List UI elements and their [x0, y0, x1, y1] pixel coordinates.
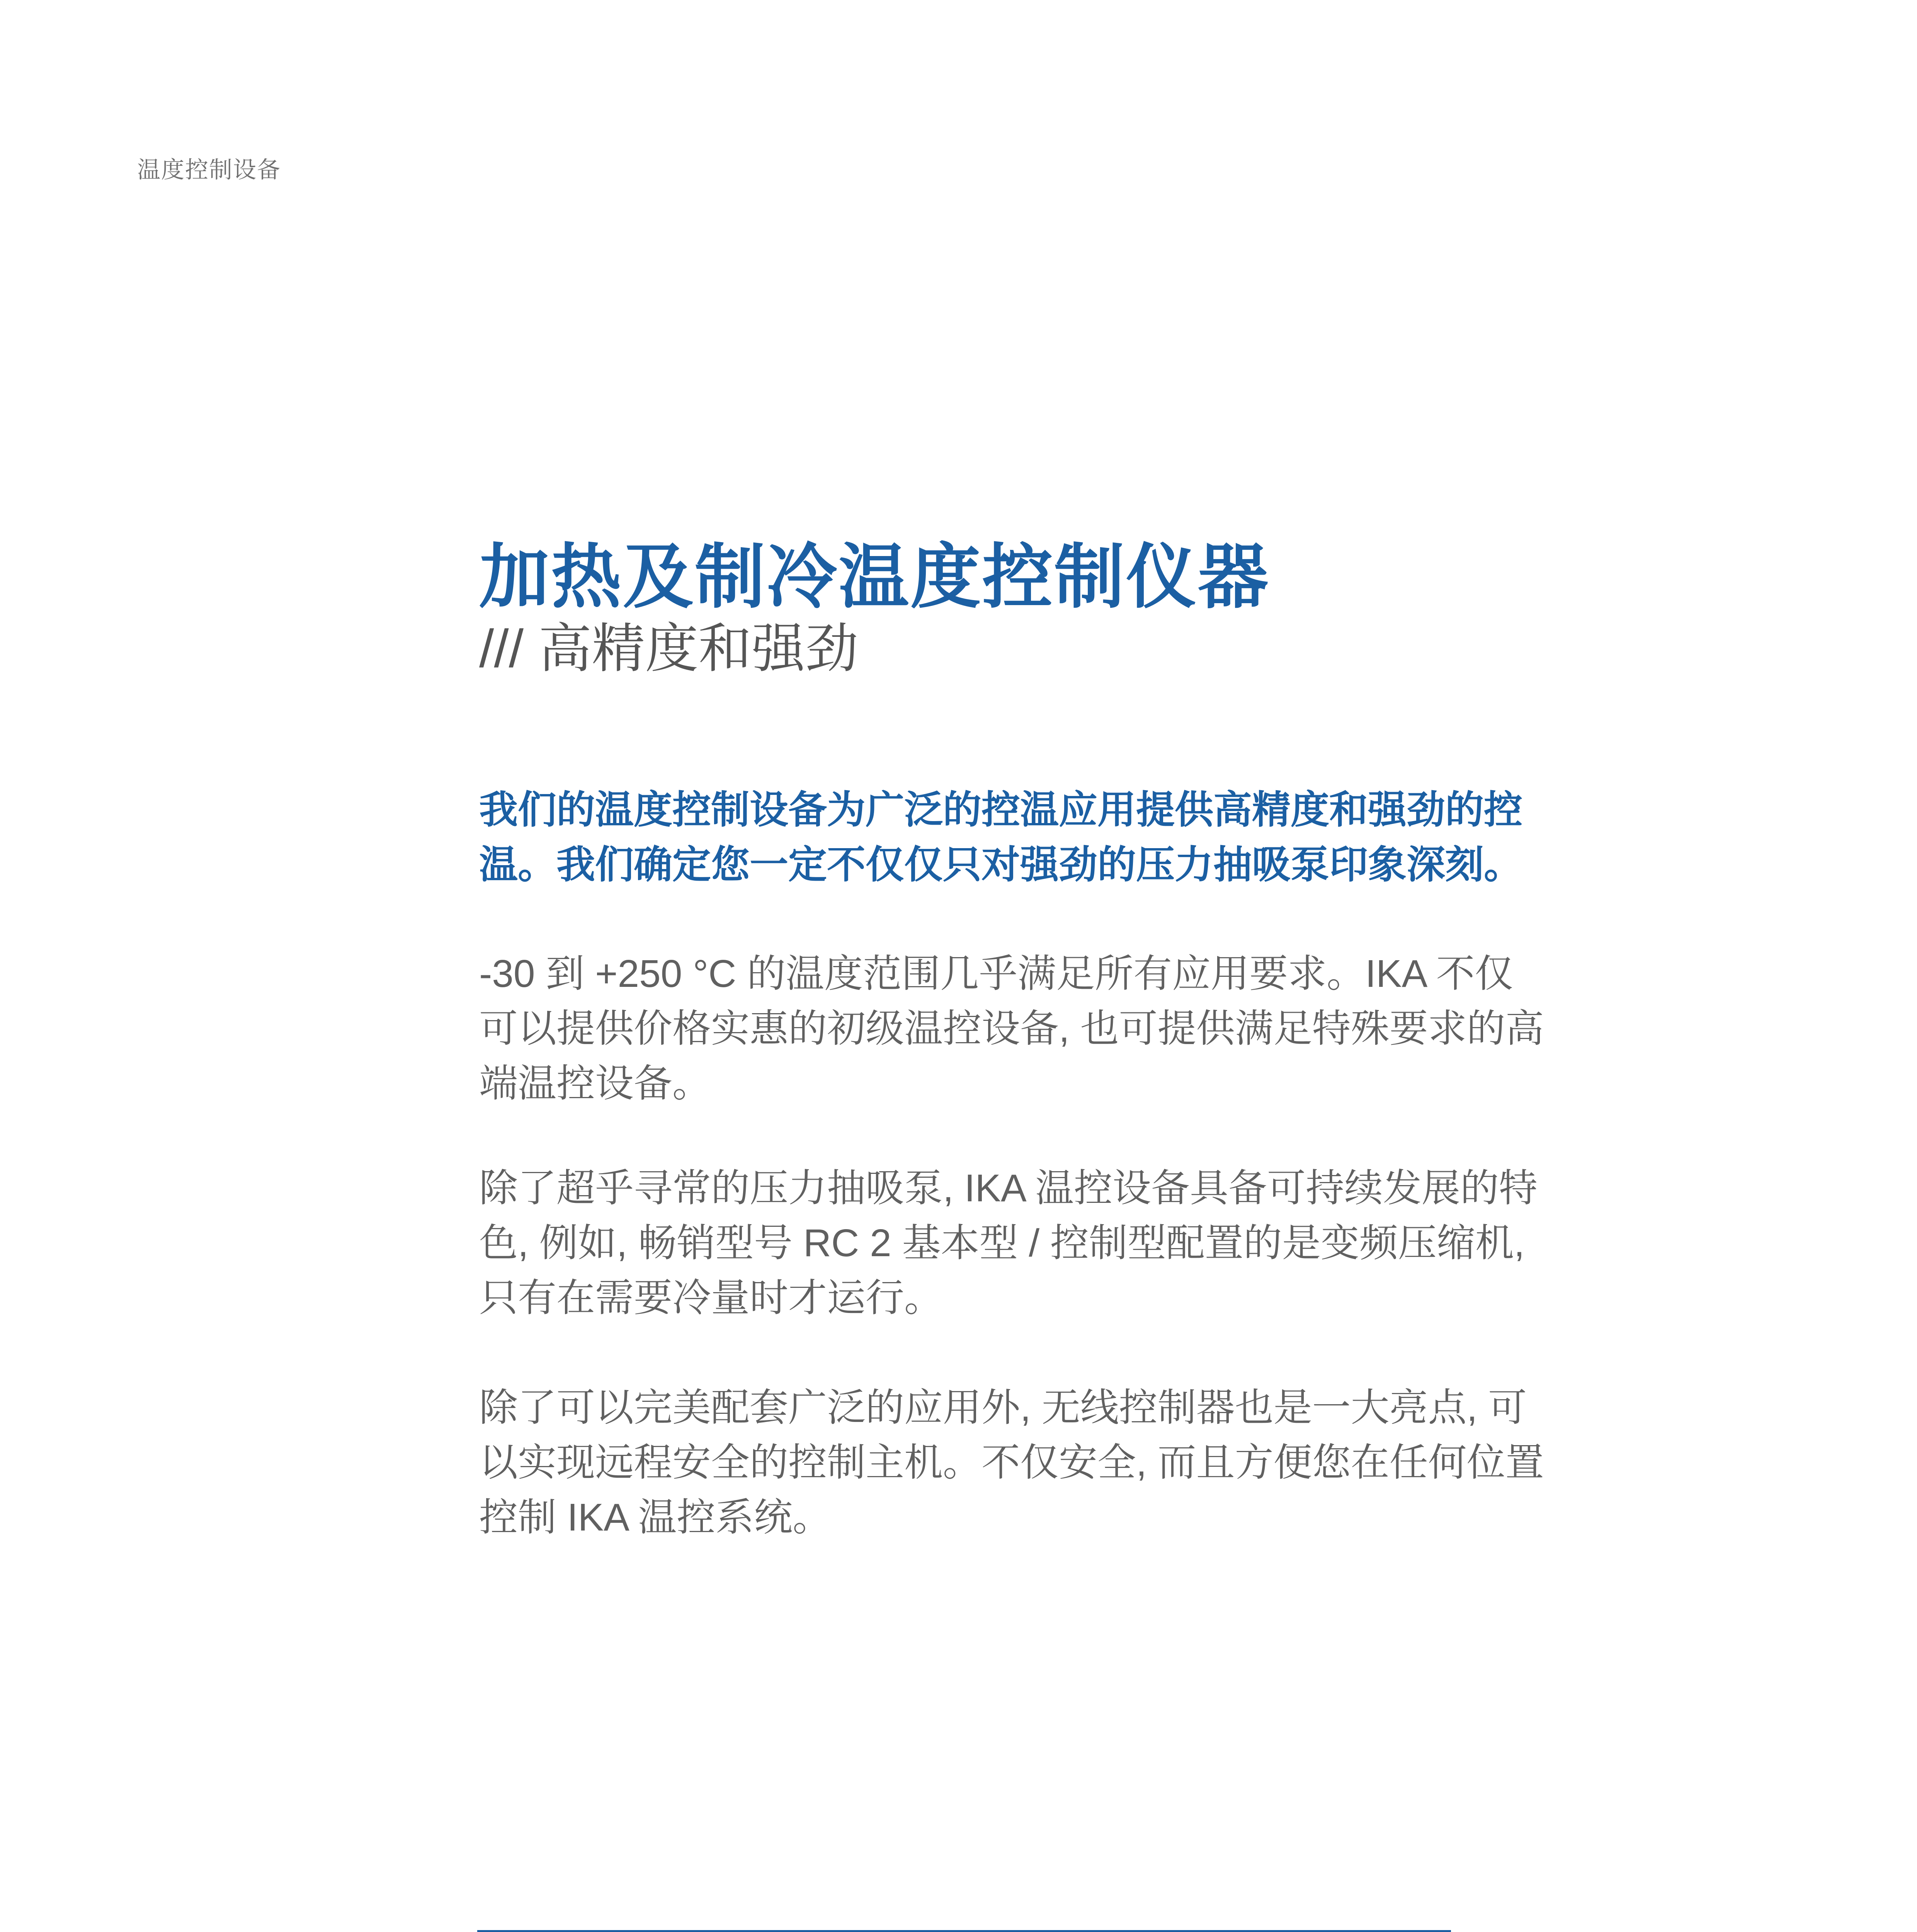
body-paragraph: 除了可以完美配套广泛的应用外, 无线控制器也是一大亮点, 可以实现远程安全的控制主机。不仅安全, 而且方便您在任何位置控制 IKA 温控系统。 — [479, 1386, 1544, 1539]
page-title: 加热及制冷温度控制仪器 — [479, 537, 1270, 616]
body-paragraph: 除了超乎寻常的压力抽吸泵, IKA 温控设备具备可持续发展的特色, 例如, 畅销型号 RC 2 基本型 / 控制型配置的是变频压缩机, 只有在需要冷量时才运行。 — [479, 1167, 1538, 1320]
section-label: 温度控制设备 — [137, 157, 281, 183]
lead-paragraph: 我们的温度控制设备为广泛的控温应用提供高精度和强劲的控温。我们确定您一定不仅仅只对强劲的压力抽吸泵印象深刻。 — [479, 788, 1522, 886]
body-paragraph: -30 到 +250 °C 的温度范围几乎满足所有应用要求。IKA 不仅可以提供价格实惠的初级温控设备, 也可提供满足特殊要求的高端温控设备。 — [479, 952, 1544, 1105]
warranty-box — [477, 1930, 1451, 1932]
page-subtitle: /// 高精度和强劲 — [479, 619, 859, 679]
